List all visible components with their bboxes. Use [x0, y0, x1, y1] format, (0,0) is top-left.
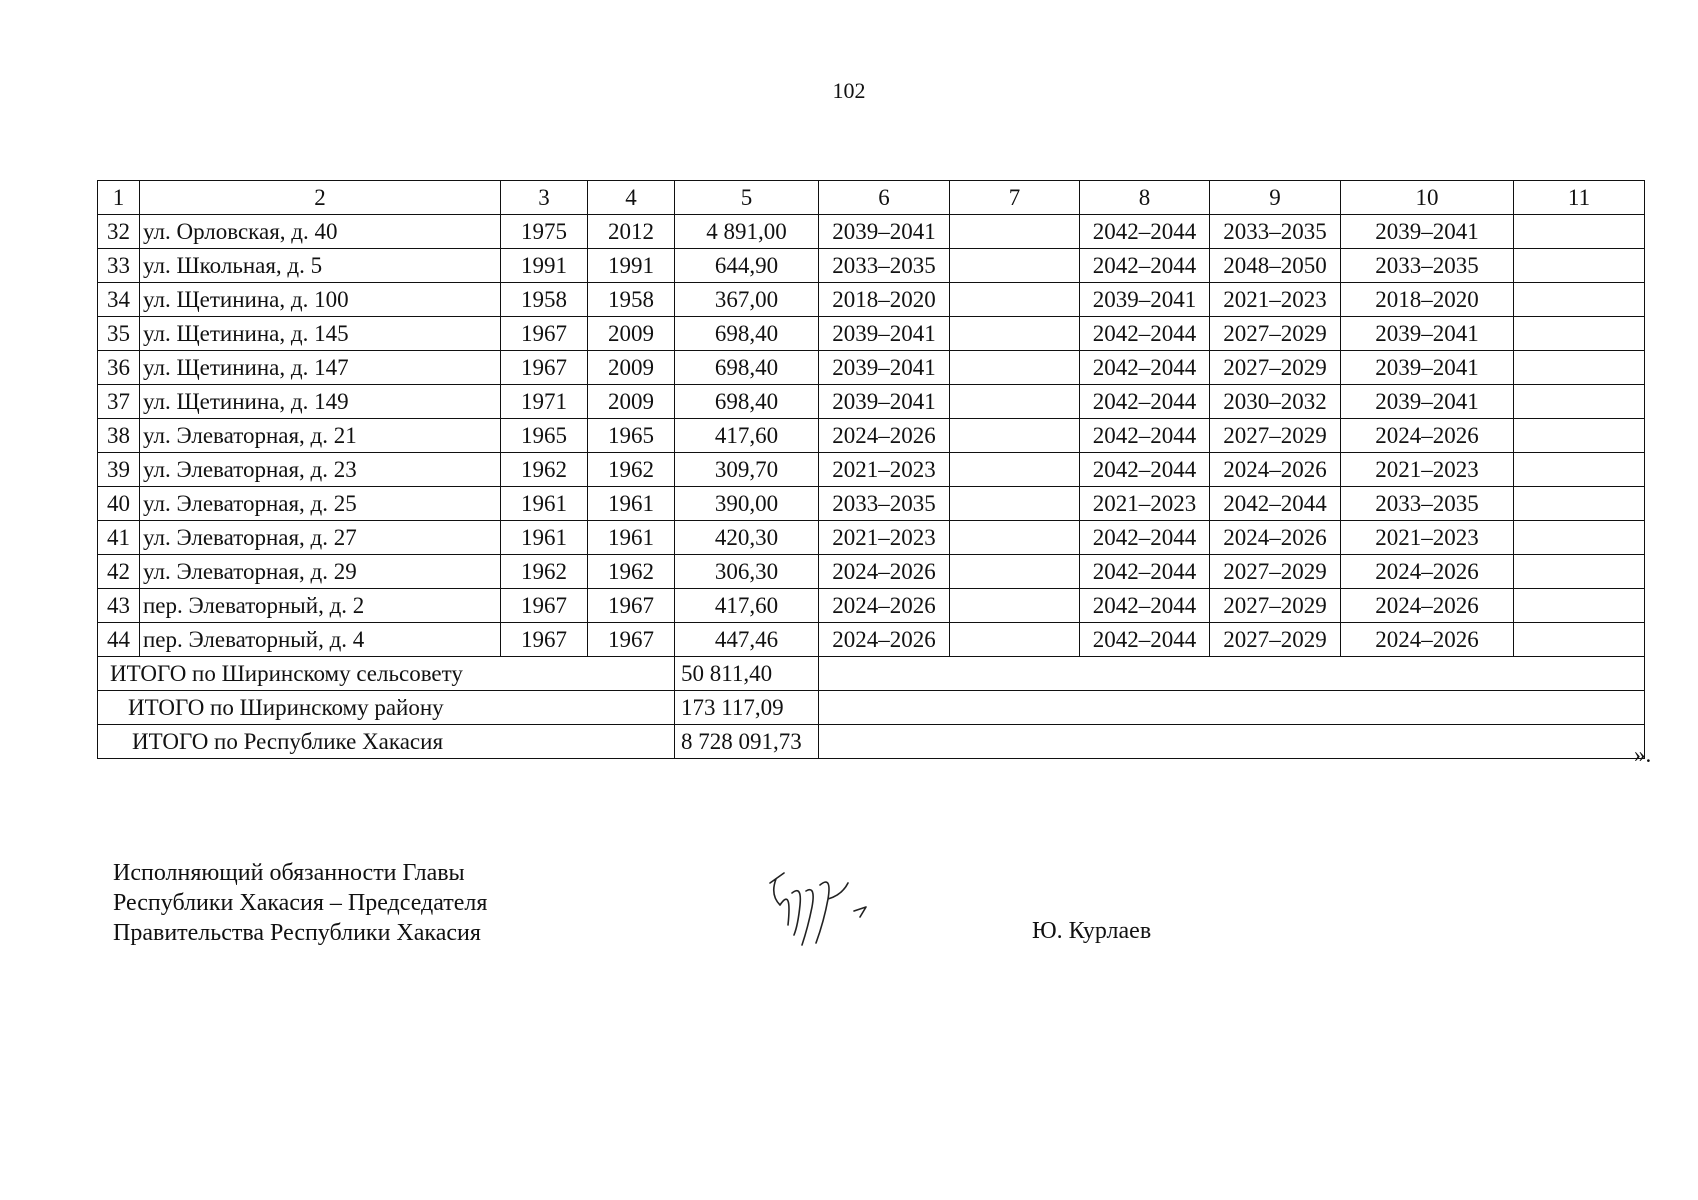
col11-cell	[1514, 419, 1645, 453]
col7-cell	[950, 283, 1080, 317]
col11-cell	[1514, 283, 1645, 317]
address-cell: ул. Элеваторная, д. 29	[140, 555, 501, 589]
closing-quote: ».	[1634, 742, 1652, 767]
col7-cell	[950, 453, 1080, 487]
page-number: 102	[832, 78, 866, 103]
col9-cell: 2042–2044	[1210, 487, 1341, 521]
table-row	[98, 351, 1645, 385]
address-cell: ул. Щетинина, д. 100	[140, 283, 501, 317]
col6-cell: 2024–2026	[819, 589, 950, 623]
row-number-cell: 39	[98, 453, 140, 487]
col4-cell: 2009	[588, 385, 675, 419]
col9-cell: 2030–2032	[1210, 385, 1341, 419]
table-row	[98, 487, 1645, 521]
col6-cell: 2024–2026	[819, 555, 950, 589]
col6-cell: 2039–2041	[819, 215, 950, 249]
col9-cell: 2033–2035	[1210, 215, 1341, 249]
col5-cell: 644,90	[675, 249, 819, 283]
address-cell: ул. Щетинина, д. 149	[140, 385, 501, 419]
col7-cell	[950, 623, 1080, 657]
col3-cell: 1965	[501, 419, 588, 453]
col5-cell: 309,70	[675, 453, 819, 487]
col10-cell: 2033–2035	[1341, 487, 1514, 521]
col7-cell	[950, 249, 1080, 283]
address-cell: пер. Элеваторный, д. 4	[140, 623, 501, 657]
total-value: 50 811,40	[675, 657, 819, 691]
col5-cell: 306,30	[675, 555, 819, 589]
col4-cell: 1967	[588, 623, 675, 657]
col9-cell: 2027–2029	[1210, 623, 1341, 657]
col11-cell	[1514, 555, 1645, 589]
col9-cell: 2021–2023	[1210, 283, 1341, 317]
header-cell: 9	[1210, 181, 1341, 215]
col5-cell: 417,60	[675, 589, 819, 623]
col3-cell: 1975	[501, 215, 588, 249]
header-row	[98, 181, 1645, 215]
col10-cell: 2039–2041	[1341, 385, 1514, 419]
col10-cell: 2021–2023	[1341, 521, 1514, 555]
col8-cell: 2042–2044	[1080, 555, 1210, 589]
housing-table	[97, 180, 1645, 759]
address-cell: ул. Элеваторная, д. 21	[140, 419, 501, 453]
col8-cell: 2021–2023	[1080, 487, 1210, 521]
col3-cell: 1991	[501, 249, 588, 283]
col11-cell	[1514, 215, 1645, 249]
col7-cell	[950, 487, 1080, 521]
col4-cell: 2009	[588, 317, 675, 351]
col3-cell: 1967	[501, 589, 588, 623]
col9-cell: 2024–2026	[1210, 453, 1341, 487]
row-number-cell: 41	[98, 521, 140, 555]
col5-cell: 698,40	[675, 385, 819, 419]
col7-cell	[950, 521, 1080, 555]
col3-cell: 1961	[501, 487, 588, 521]
col10-cell: 2021–2023	[1341, 453, 1514, 487]
row-number-cell: 35	[98, 317, 140, 351]
col10-cell: 2018–2020	[1341, 283, 1514, 317]
col11-cell	[1514, 589, 1645, 623]
col8-cell: 2042–2044	[1080, 351, 1210, 385]
col4-cell: 1967	[588, 589, 675, 623]
col3-cell: 1967	[501, 317, 588, 351]
col4-cell: 1991	[588, 249, 675, 283]
col8-cell: 2042–2044	[1080, 385, 1210, 419]
col9-cell: 2027–2029	[1210, 589, 1341, 623]
address-cell: ул. Элеваторная, д. 27	[140, 521, 501, 555]
col8-cell: 2042–2044	[1080, 521, 1210, 555]
table-body	[98, 181, 1645, 759]
col4-cell: 2009	[588, 351, 675, 385]
header-cell: 4	[588, 181, 675, 215]
col5-cell: 420,30	[675, 521, 819, 555]
table-row	[98, 317, 1645, 351]
col11-cell	[1514, 453, 1645, 487]
total-row	[98, 657, 1645, 691]
col9-cell: 2027–2029	[1210, 555, 1341, 589]
address-cell: ул. Щетинина, д. 145	[140, 317, 501, 351]
header-cell: 11	[1514, 181, 1645, 215]
col8-cell: 2042–2044	[1080, 249, 1210, 283]
col6-cell: 2024–2026	[819, 419, 950, 453]
col6-cell: 2039–2041	[819, 317, 950, 351]
col8-cell: 2042–2044	[1080, 215, 1210, 249]
header-cell: 5	[675, 181, 819, 215]
col8-cell: 2039–2041	[1080, 283, 1210, 317]
col8-cell: 2042–2044	[1080, 623, 1210, 657]
total-value: 8 728 091,73	[675, 725, 819, 759]
col6-cell: 2039–2041	[819, 385, 950, 419]
row-number-cell: 42	[98, 555, 140, 589]
signer-title-line: Республики Хакасия – Председателя	[113, 890, 488, 916]
col10-cell: 2024–2026	[1341, 623, 1514, 657]
col9-cell: 2027–2029	[1210, 419, 1341, 453]
signer-title-line: Исполняющий обязанности Главы	[113, 860, 465, 886]
col5-cell: 390,00	[675, 487, 819, 521]
col3-cell: 1971	[501, 385, 588, 419]
col8-cell: 2042–2044	[1080, 589, 1210, 623]
col10-cell: 2033–2035	[1341, 249, 1514, 283]
col11-cell	[1514, 351, 1645, 385]
signature-block	[113, 858, 487, 948]
col5-cell: 447,46	[675, 623, 819, 657]
address-cell: ул. Школьная, д. 5	[140, 249, 501, 283]
col9-cell: 2048–2050	[1210, 249, 1341, 283]
col11-cell	[1514, 249, 1645, 283]
col9-cell: 2027–2029	[1210, 351, 1341, 385]
col3-cell: 1967	[501, 351, 588, 385]
total-row	[98, 725, 1645, 759]
col4-cell: 1958	[588, 283, 675, 317]
table-row	[98, 419, 1645, 453]
table-row	[98, 249, 1645, 283]
col6-cell: 2039–2041	[819, 351, 950, 385]
address-cell: ул. Элеваторная, д. 23	[140, 453, 501, 487]
col10-cell: 2039–2041	[1341, 317, 1514, 351]
header-cell: 8	[1080, 181, 1210, 215]
header-cell: 6	[819, 181, 950, 215]
total-label: ИТОГО по Ширинскому сельсовету	[98, 657, 675, 691]
col3-cell: 1962	[501, 453, 588, 487]
row-number-cell: 36	[98, 351, 140, 385]
col11-cell	[1514, 623, 1645, 657]
total-empty-cell	[819, 725, 1645, 759]
address-cell: ул. Щетинина, д. 147	[140, 351, 501, 385]
col5-cell: 698,40	[675, 317, 819, 351]
row-number-cell: 32	[98, 215, 140, 249]
col4-cell: 1961	[588, 487, 675, 521]
col7-cell	[950, 351, 1080, 385]
col4-cell: 1962	[588, 555, 675, 589]
col5-cell: 417,60	[675, 419, 819, 453]
header-cell: 7	[950, 181, 1080, 215]
table-row	[98, 623, 1645, 657]
header-cell: 3	[501, 181, 588, 215]
col6-cell: 2021–2023	[819, 453, 950, 487]
col9-cell: 2024–2026	[1210, 521, 1341, 555]
address-cell: пер. Элеваторный, д. 2	[140, 589, 501, 623]
col3-cell: 1961	[501, 521, 588, 555]
table-row	[98, 215, 1645, 249]
col10-cell: 2039–2041	[1341, 215, 1514, 249]
row-number-cell: 43	[98, 589, 140, 623]
col10-cell: 2024–2026	[1341, 589, 1514, 623]
table-row	[98, 385, 1645, 419]
col11-cell	[1514, 317, 1645, 351]
col4-cell: 1961	[588, 521, 675, 555]
row-number-cell: 34	[98, 283, 140, 317]
table-row	[98, 521, 1645, 555]
col7-cell	[950, 317, 1080, 351]
row-number-cell: 37	[98, 385, 140, 419]
col6-cell: 2033–2035	[819, 487, 950, 521]
address-cell: ул. Элеваторная, д. 25	[140, 487, 501, 521]
row-number-cell: 44	[98, 623, 140, 657]
header-cell: 2	[140, 181, 501, 215]
col5-cell: 367,00	[675, 283, 819, 317]
col7-cell	[950, 385, 1080, 419]
table-row	[98, 453, 1645, 487]
total-value: 173 117,09	[675, 691, 819, 725]
col4-cell: 1965	[588, 419, 675, 453]
col4-cell: 2012	[588, 215, 675, 249]
col6-cell: 2033–2035	[819, 249, 950, 283]
col10-cell: 2024–2026	[1341, 555, 1514, 589]
total-empty-cell	[819, 657, 1645, 691]
col6-cell: 2018–2020	[819, 283, 950, 317]
col5-cell: 4 891,00	[675, 215, 819, 249]
row-number-cell: 33	[98, 249, 140, 283]
col3-cell: 1958	[501, 283, 588, 317]
total-label: ИТОГО по Республике Хакасия	[98, 725, 675, 759]
col9-cell: 2027–2029	[1210, 317, 1341, 351]
total-row	[98, 691, 1645, 725]
col8-cell: 2042–2044	[1080, 453, 1210, 487]
col7-cell	[950, 215, 1080, 249]
address-cell: ул. Орловская, д. 40	[140, 215, 501, 249]
col8-cell: 2042–2044	[1080, 419, 1210, 453]
col11-cell	[1514, 487, 1645, 521]
col8-cell: 2042–2044	[1080, 317, 1210, 351]
header-cell: 1	[98, 181, 140, 215]
col3-cell: 1967	[501, 623, 588, 657]
col6-cell: 2024–2026	[819, 623, 950, 657]
col11-cell	[1514, 385, 1645, 419]
col7-cell	[950, 589, 1080, 623]
col3-cell: 1962	[501, 555, 588, 589]
total-empty-cell	[819, 691, 1645, 725]
signer-title-line: Правительства Республики Хакасия	[113, 920, 481, 946]
header-cell: 10	[1341, 181, 1514, 215]
total-label: ИТОГО по Ширинскому району	[98, 691, 675, 725]
signer-name: Ю. Курлаев	[1032, 918, 1152, 944]
col6-cell: 2021–2023	[819, 521, 950, 555]
row-number-cell: 40	[98, 487, 140, 521]
handwritten-signature	[762, 865, 892, 950]
row-number-cell: 38	[98, 419, 140, 453]
table-row	[98, 589, 1645, 623]
col10-cell: 2024–2026	[1341, 419, 1514, 453]
table-row	[98, 555, 1645, 589]
col7-cell	[950, 419, 1080, 453]
col10-cell: 2039–2041	[1341, 351, 1514, 385]
col7-cell	[950, 555, 1080, 589]
col11-cell	[1514, 521, 1645, 555]
table-row	[98, 283, 1645, 317]
col4-cell: 1962	[588, 453, 675, 487]
col5-cell: 698,40	[675, 351, 819, 385]
